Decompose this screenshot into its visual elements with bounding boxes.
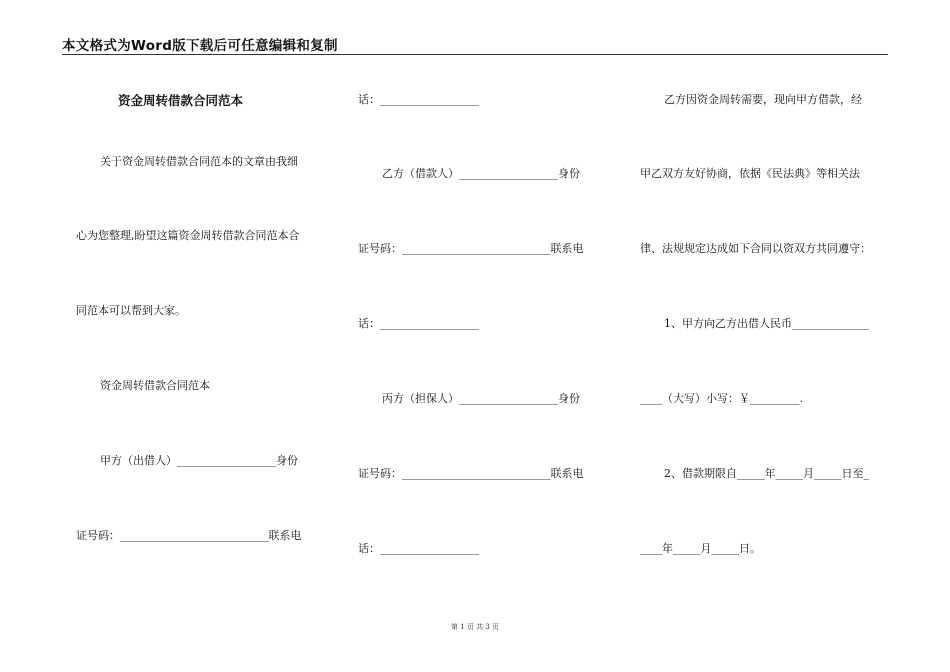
paragraph-line: 丙方（担保人）__________________身份 bbox=[382, 392, 580, 405]
paragraph-line: ____（大写）小写：￥_________. bbox=[640, 392, 803, 405]
paragraph-line: 心为您整理,盼望这篇资金周转借款合同范本合 bbox=[76, 229, 300, 242]
paragraph-line: 话：__________________ bbox=[358, 93, 479, 106]
paragraph-line: ____年_____月_____日。 bbox=[640, 542, 761, 555]
paragraph-line: 甲乙双方友好协商，依据《民法典》等相关法 bbox=[640, 167, 860, 180]
paragraph-line: 证号码：___________________________联系电 bbox=[358, 467, 584, 480]
paragraph-line: 话：__________________ bbox=[358, 317, 479, 330]
paragraph-line: 证号码：___________________________联系电 bbox=[76, 529, 302, 542]
paragraph-line: 同范本可以帮到大家。 bbox=[76, 304, 186, 317]
paragraph-line: 甲方（出借人）__________________身份 bbox=[100, 454, 298, 467]
paragraph-line: 乙方（借款人）__________________身份 bbox=[382, 167, 580, 180]
paragraph-line: 律、法规规定达成如下合同以资双方共同遵守： bbox=[640, 242, 871, 255]
paragraph-line: 1、甲方向乙方出借人民币______________ bbox=[664, 317, 869, 330]
paragraph-line: 关于资金周转借款合同范本的文章由我细 bbox=[100, 155, 298, 168]
paragraph-line: 2、借款期限自_____年_____月_____日至_ bbox=[664, 467, 869, 480]
paragraph-line: 乙方因资金周转需要，现向甲方借款，经 bbox=[664, 93, 862, 106]
page-number: 第 1 页 共 3 页 bbox=[450, 623, 500, 631]
paragraph-line: 资金周转借款合同范本 bbox=[118, 93, 244, 108]
paragraph-line: 证号码：___________________________联系电 bbox=[358, 242, 584, 255]
text-column-1 bbox=[76, 60, 324, 620]
text-column-3 bbox=[640, 60, 888, 620]
header-text: 本文格式为Word版下载后可任意编辑和复制 bbox=[62, 38, 338, 54]
text-column-2 bbox=[358, 60, 608, 620]
paragraph-line: 资金周转借款合同范本 bbox=[100, 379, 210, 392]
page-header bbox=[62, 34, 888, 55]
paragraph-line: 话：__________________ bbox=[358, 542, 479, 555]
